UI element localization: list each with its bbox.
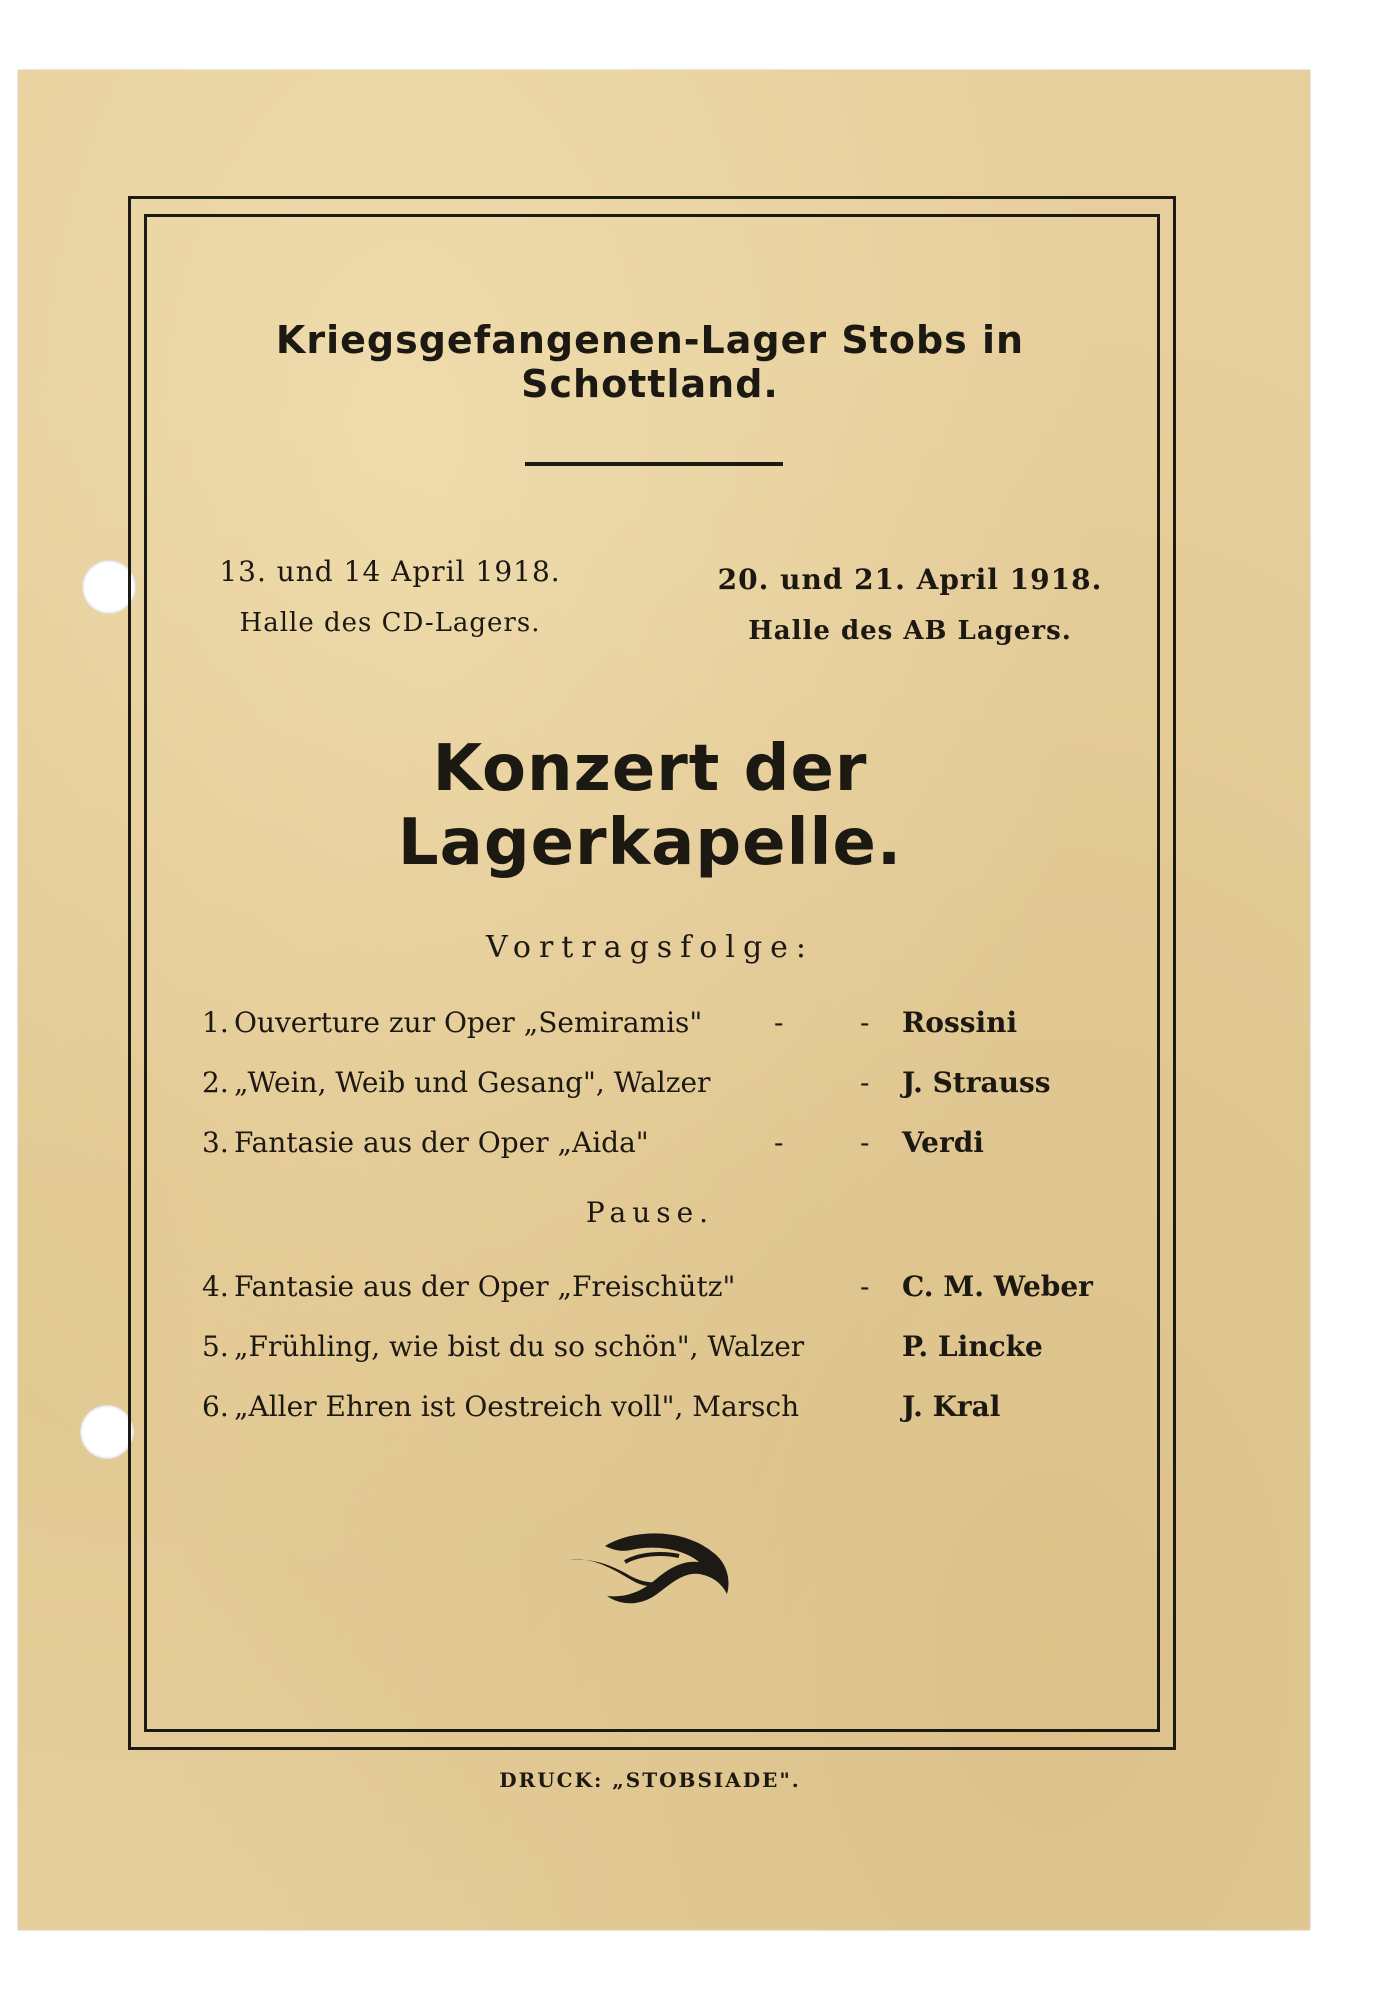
program-dash: -	[860, 1126, 870, 1159]
program-title: Fantasie aus der Oper „Aida"	[234, 1126, 649, 1159]
program-composer: J. Strauss	[902, 1066, 1051, 1099]
camp-title: Kriegsgefangenen-Lager Stobs in Schottland.	[275, 318, 1025, 406]
performance-left	[190, 552, 590, 642]
program-item	[202, 1066, 1102, 1112]
program-item	[202, 1126, 1102, 1172]
program-dash: -	[860, 1270, 870, 1303]
printer-credit: DRUCK: „STOBSIADE".	[499, 1768, 801, 1792]
program-heading: Vortragsfolge:	[485, 930, 815, 965]
program-item	[202, 1390, 1102, 1436]
program-number: 5.	[202, 1330, 229, 1363]
program-number: 4.	[202, 1270, 229, 1303]
performance-hall: Halle des AB Lagers.	[748, 616, 1072, 646]
program-title: „Aller Ehren ist Oestreich voll", Marsch	[234, 1390, 800, 1423]
program-number: 1.	[202, 1006, 229, 1039]
title-rule	[525, 462, 783, 466]
performance-date: 13. und 14 April 1918.	[219, 555, 561, 588]
pause-label: Pause.	[585, 1196, 715, 1229]
program-dash: -	[860, 1066, 870, 1099]
program-title: Ouverture zur Oper „Semiramis"	[234, 1006, 703, 1039]
program-dash: -	[774, 1126, 784, 1159]
performance-right	[710, 560, 1110, 650]
program-number: 3.	[202, 1126, 229, 1159]
program-item	[202, 1330, 1102, 1376]
program-composer: Verdi	[902, 1126, 984, 1159]
punch-hole	[80, 1405, 134, 1459]
performance-date: 20. und 21. April 1918.	[717, 563, 1103, 596]
concert-title: Konzert der Lagerkapelle.	[397, 732, 903, 880]
program-composer: Rossini	[902, 1006, 1018, 1039]
program-title: „Wein, Weib und Gesang", Walzer	[234, 1066, 711, 1099]
program-composer: P. Lincke	[902, 1330, 1043, 1363]
program-item	[202, 1270, 1102, 1316]
program-dash: -	[774, 1006, 784, 1039]
program-composer: C. M. Weber	[902, 1270, 1093, 1303]
program-title: Fantasie aus der Oper „Freischütz"	[234, 1270, 736, 1303]
dolphin-ornament-icon	[565, 1520, 735, 1620]
inner-border	[144, 214, 1160, 1732]
program-item	[202, 1006, 1102, 1052]
program-dash: -	[860, 1006, 870, 1039]
performance-hall: Halle des CD-Lagers.	[239, 608, 541, 638]
program-composer: J. Kral	[902, 1390, 1001, 1423]
program-number: 2.	[202, 1066, 229, 1099]
program-number: 6.	[202, 1390, 229, 1423]
program-title: „Frühling, wie bist du so schön", Walzer	[234, 1330, 805, 1363]
